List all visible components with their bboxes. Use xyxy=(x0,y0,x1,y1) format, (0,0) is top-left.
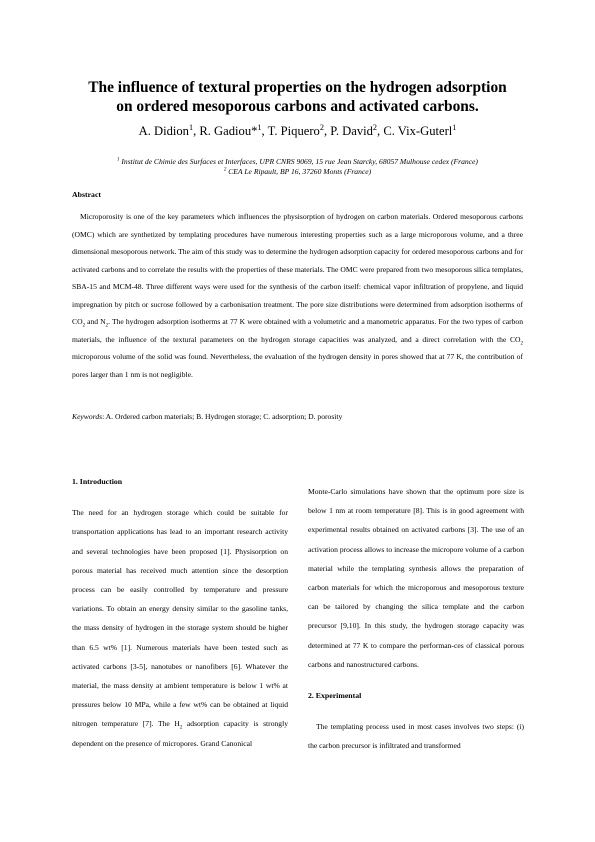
affiliation-mark: 1 xyxy=(117,157,120,163)
abstract-text: and N xyxy=(85,317,106,326)
author-affil-mark: 2 xyxy=(319,122,324,132)
intro-paragraph xyxy=(72,503,288,753)
author: R. Gadiou* xyxy=(199,124,258,138)
keywords-list: : A. Ordered carbon materials; B. Hydrogen storage; C. adsorption; D. porosity xyxy=(102,412,343,421)
affiliation-text: Institut de Chimie des Surfaces et Interfaces, UPR CNRS 9069, 15 rue Jean Starcky, 68057 Mulhouse cedex (France) xyxy=(121,157,478,166)
right-column xyxy=(308,482,524,756)
author-list xyxy=(60,123,535,139)
body-text: The need for an hydrogen storage which could be suitable for transportation applications has lead to an important research activity and several technologies have been proposed [1]. Physisorption on porous material has received much attention since the desorption process can be easily controlled by temperature and pressure variations. To obtain an energy density similar to the gasoline tanks, the mass density of hydrogen in the storage system should be higher than 6.5 wt% [1]. Numerous materials have been tested such as activated carbons [3-5], nanotubes or nanofibers [6]. Whatever the material, the mass density at ambient temperature is below 1 wt% at pressures below 10 MPa, while a few wt% can be obtained at liquid nitrogen temperature [7]. The H xyxy=(72,508,288,729)
left-column xyxy=(72,472,288,753)
abstract-text: . The hydrogen adsorption isotherms at 77 K were obtained with a volumetric and a manometric apparatus. For the two types of carbon materials, the influence of the textural parameters on the hydrogen storage capacities was analyzed, and a direct correlation with the CO xyxy=(72,317,524,344)
affiliation-mark: 2 xyxy=(223,167,227,173)
author-separator: , xyxy=(261,124,268,138)
affiliation-2 xyxy=(60,167,535,177)
affiliations xyxy=(60,157,535,177)
author: P. David xyxy=(330,124,373,138)
subscript: 2 xyxy=(105,323,109,329)
spacer xyxy=(72,491,288,503)
abstract-text: microporous volume of the solid was found. Nevertheless, the evaluation of the hydrogen density in pores showed that at 77 K, the contribution of pores larger than 1 nm is not negligible. xyxy=(72,352,523,379)
author-separator: , xyxy=(323,124,331,138)
author: T. Piquero xyxy=(267,124,320,138)
keywords xyxy=(72,411,523,423)
section-heading-experimental: 2. Experimental xyxy=(308,691,362,701)
author-separator: , xyxy=(377,124,384,138)
author-affil-mark: 2 xyxy=(372,122,378,132)
abstract-text: Microporosity is one of the key parameters which influences the physisorption of hydrogen on carbon materials. Ordered mesoporous carbons (OMC) which are synthetized by templating procedures have numerous interesting properties such as a large microporous volume, and a three dimensional mesoporous network. The aim of this study was to determine the hydrogen adsorption capacity for ordered mesoporous carbons and for activated carbons and to correlate the results with the properties of these materials. The OMC were prepared from two mesoporous silica templates, SBA-15 and MCM-48. Three different ways were used for the synthesis of the carbon itself: chemical vapor infiltration of propylene, and liquid impregnation by pitch or sucrose followed by a carbonisation treatment. The pore size distributions were determined from adsorption isotherms of CO xyxy=(72,212,523,326)
title-line-2: on ordered mesoporous carbons and activated carbons. xyxy=(116,98,479,115)
title-line-1: The influence of textural properties on the hydrogen adsorption xyxy=(88,79,507,96)
subscript: 2 xyxy=(179,725,183,731)
abstract-body xyxy=(72,208,523,383)
affiliation-1 xyxy=(60,157,535,167)
author-separator: , xyxy=(193,124,200,138)
author-affil-mark: 1 xyxy=(188,122,194,132)
author-affil-mark: 1 xyxy=(452,122,457,132)
subscript: 2 xyxy=(520,341,523,347)
paper-title xyxy=(60,78,535,116)
experimental-paragraph: The templating process used in most cases involves two steps: (i) the carbon precursor is infiltrated and transformed xyxy=(308,722,524,751)
body-text: adsorption capacity is strongly dependent on the presence of micropores. Grand Canonical xyxy=(72,719,288,748)
keywords-label: Keywords xyxy=(72,412,103,421)
author: C. Vix-Guterl xyxy=(383,124,453,138)
subscript: 2 xyxy=(82,323,86,329)
affiliation-text: CEA Le Ripault, BP 16, 37260 Monts (France) xyxy=(228,167,372,176)
abstract-heading: Abstract xyxy=(72,190,102,199)
section-heading-introduction: 1. Introduction xyxy=(72,477,123,486)
spacer xyxy=(308,705,524,717)
intro-paragraph-continued: Monte-Carlo simulations have shown that the optimum pore size is below 1 nm at room temperature [8]. This is in good agreement with experimental results obtained on activated carbons [3]. The use of an activation process allows to increase the micropore volume of a carbon material while the templating synthesis allows the preparation of carbon materials for which the microporous and mesoporous texture can be tailored by changing the silica template and the carbon precursor [9,10]. In this study, the hydrogen storage capacity was determined at 77 K to compare the performan-ces of classical porous carbons and nanostructured carbons. xyxy=(308,487,524,669)
spacer xyxy=(308,674,524,686)
author-affil-mark: 1 xyxy=(257,122,262,132)
author: A. Didion xyxy=(138,124,189,138)
